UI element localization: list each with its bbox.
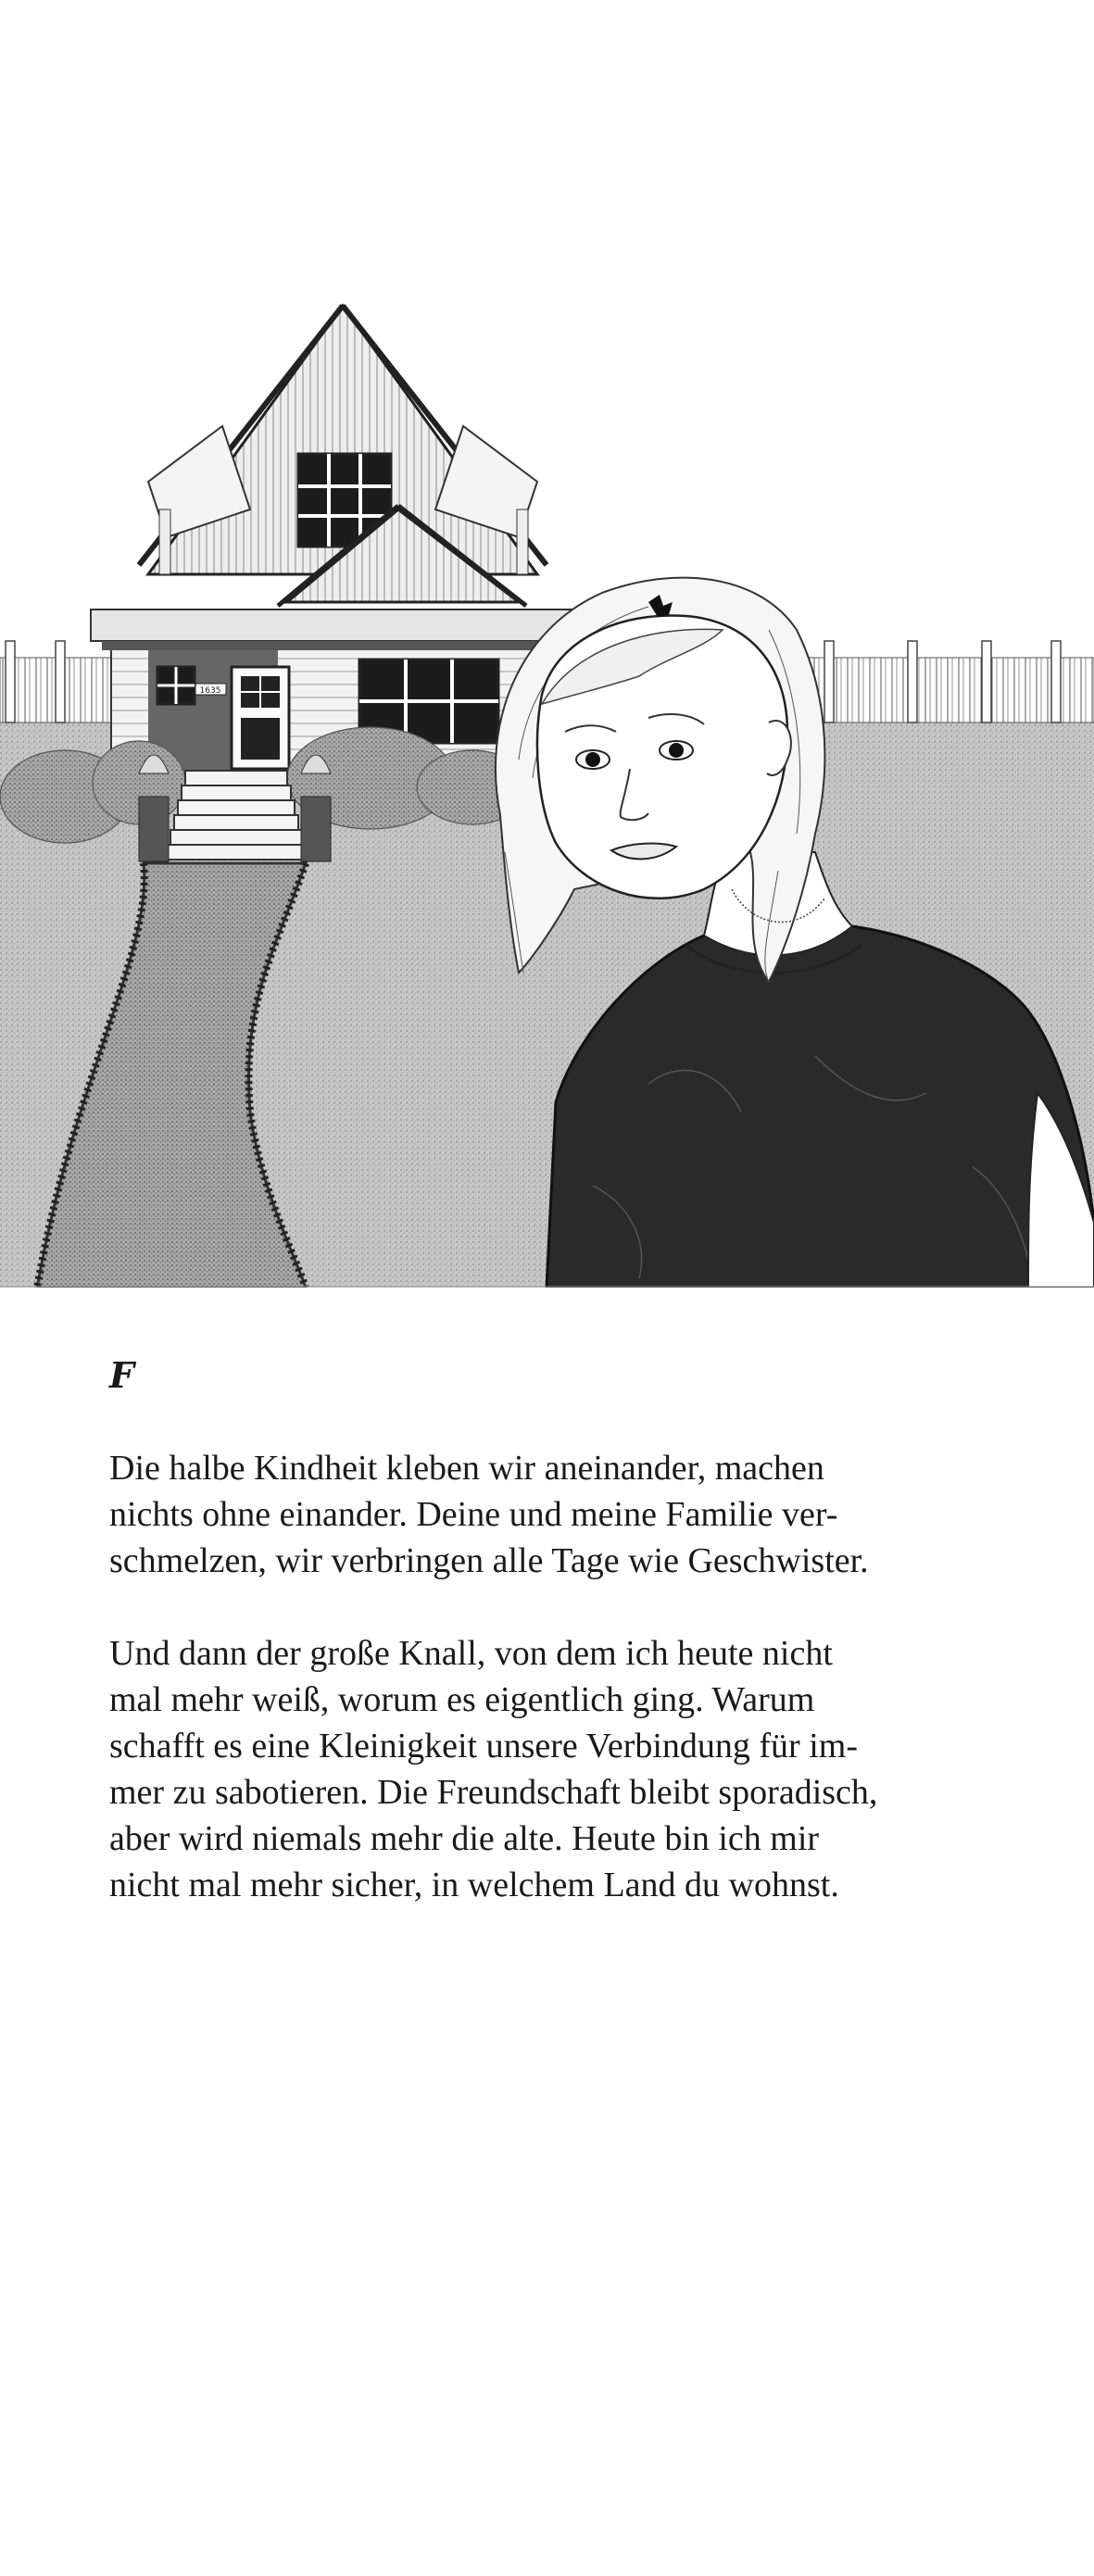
house-number: 1635 <box>199 686 221 696</box>
porch-beam <box>102 641 584 650</box>
story-text <box>109 1352 999 1954</box>
section-letter: F <box>109 1354 134 1396</box>
step-pillar-right <box>301 797 331 861</box>
small-window <box>157 667 195 704</box>
front-steps <box>167 771 306 860</box>
house-girl-drawing <box>0 296 1094 1288</box>
step-pillar-left <box>139 797 169 861</box>
paragraph-2: Und dann der große Knall, von dem ich heute nicht mal mehr weiß, worum es eigentlich ging. Warum schafft es eine Kleinigkeit unsere Verbindung für im- mer zu sabotieren. Die Freundschaft bleibt sporadisch, aber wird niemals mehr die alte. Heute bin ich mir nicht mal mehr sicher, in welchem Land du wohnst. <box>109 1634 878 1904</box>
left-column <box>159 509 170 574</box>
paragraph-1: Die halbe Kindheit kleben wir aneinander, machen nichts ohne einander. Deine und meine Familie ver- schmelzen, wir verbringen alle Tage wie Geschwister. <box>109 1449 869 1580</box>
illustration <box>0 296 1094 1288</box>
porch-roof <box>91 609 591 641</box>
right-column <box>517 509 528 574</box>
